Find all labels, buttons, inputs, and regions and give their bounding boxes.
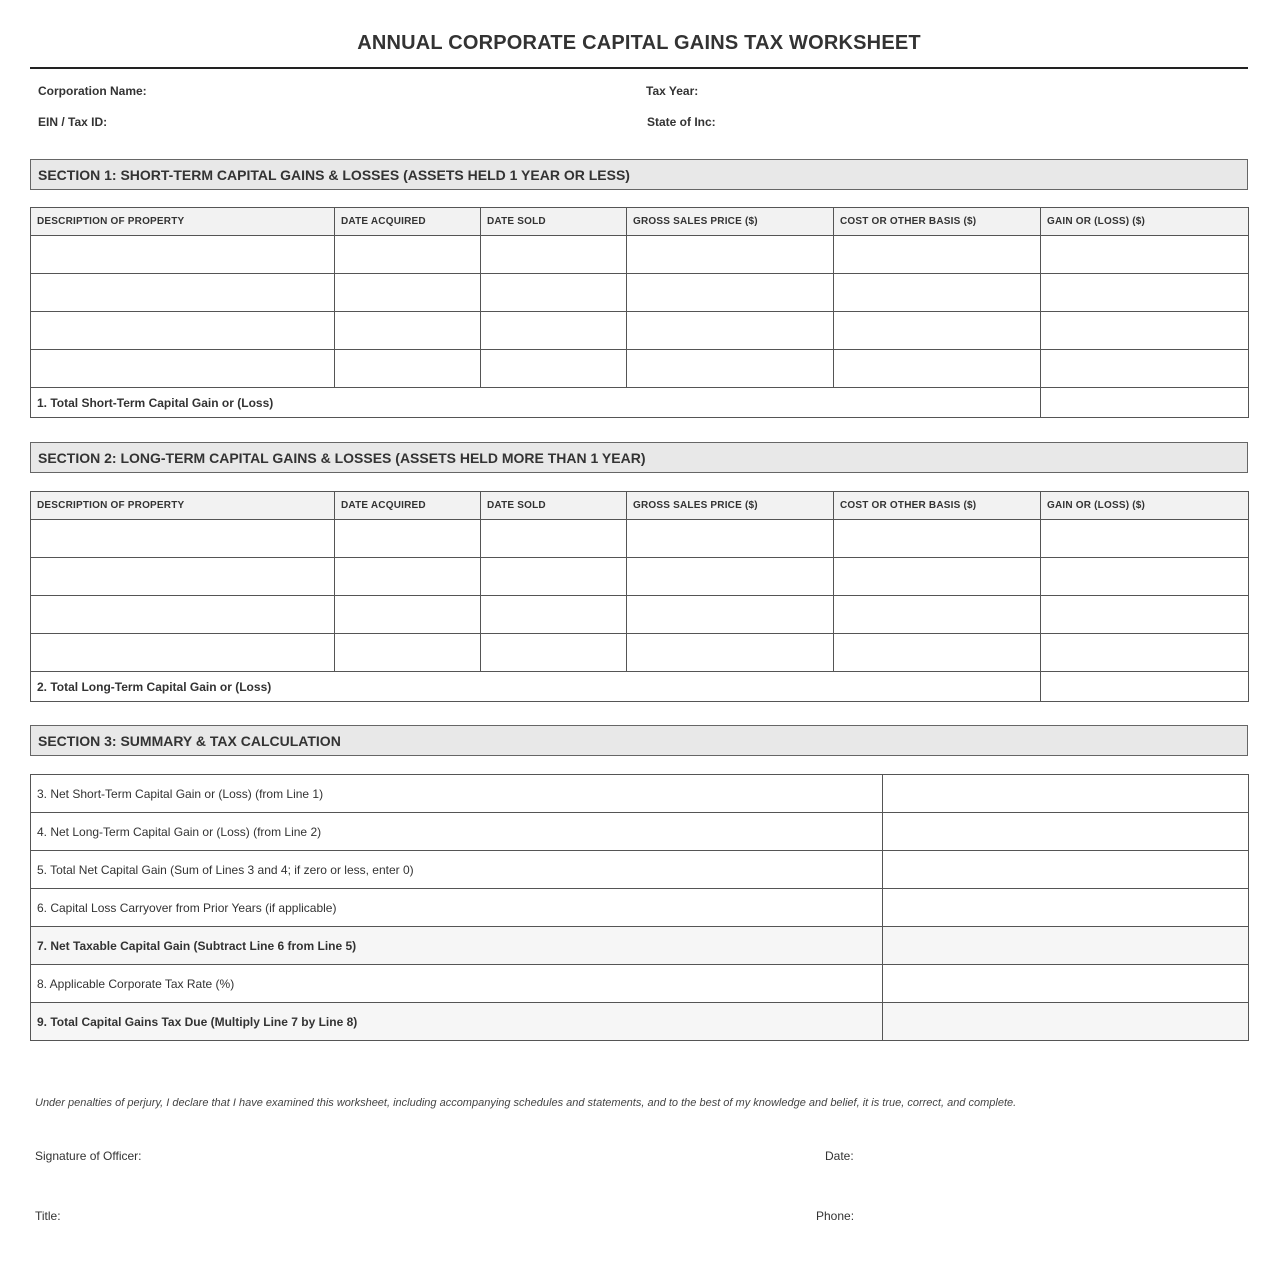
title-divider [30, 67, 1248, 69]
date-sold-cell[interactable] [481, 312, 627, 350]
table-row [31, 634, 1249, 672]
summary-line-5 [31, 851, 1249, 889]
date-sold-cell[interactable] [481, 236, 627, 274]
cost-basis-cell[interactable] [834, 350, 1041, 388]
cost-basis-cell[interactable] [834, 558, 1041, 596]
long-term-total-row [31, 672, 1249, 702]
gain-loss-cell[interactable] [1041, 236, 1249, 274]
gain-loss-cell[interactable] [1041, 312, 1249, 350]
date-acquired-cell[interactable] [335, 274, 481, 312]
summary-line-value[interactable] [883, 889, 1249, 927]
gain-loss-cell[interactable] [1041, 520, 1249, 558]
gross-sales-price-cell[interactable] [627, 274, 834, 312]
col-gross-sales-price: GROSS SALES PRICE ($) [627, 208, 834, 236]
summary-line-value[interactable] [883, 927, 1249, 965]
table-row [31, 236, 1249, 274]
description-cell[interactable] [31, 274, 335, 312]
summary-line-6 [31, 889, 1249, 927]
table-header-row [31, 492, 1249, 520]
summary-line-value[interactable] [883, 851, 1249, 889]
col-gross-sales-price: GROSS SALES PRICE ($) [627, 492, 834, 520]
date-sold-cell[interactable] [481, 596, 627, 634]
table-row [31, 558, 1249, 596]
worksheet-title: ANNUAL CORPORATE CAPITAL GAINS TAX WORKSHEET [357, 32, 921, 54]
col-description: DESCRIPTION OF PROPERTY [31, 492, 335, 520]
description-cell[interactable] [31, 558, 335, 596]
description-cell[interactable] [31, 350, 335, 388]
summary-line-value[interactable] [883, 775, 1249, 813]
cost-basis-cell[interactable] [834, 520, 1041, 558]
summary-line-8 [31, 965, 1249, 1003]
col-gain-loss: GAIN OR (LOSS) ($) [1041, 208, 1249, 236]
cost-basis-cell[interactable] [834, 634, 1041, 672]
col-description: DESCRIPTION OF PROPERTY [31, 208, 335, 236]
summary-line-label: 7. Net Taxable Capital Gain (Subtract Line 6 from Line 5) [31, 927, 883, 965]
cost-basis-cell[interactable] [834, 274, 1041, 312]
signature-of-officer-label: Signature of Officer: [35, 1149, 142, 1163]
col-gain-loss: GAIN OR (LOSS) ($) [1041, 492, 1249, 520]
description-cell[interactable] [31, 596, 335, 634]
gain-loss-cell[interactable] [1041, 634, 1249, 672]
col-date-sold: DATE SOLD [481, 492, 627, 520]
date-sold-cell[interactable] [481, 634, 627, 672]
date-label: Date: [825, 1149, 854, 1163]
long-term-total-value[interactable] [1041, 672, 1249, 702]
summary-line-3 [31, 775, 1249, 813]
description-cell[interactable] [31, 520, 335, 558]
summary-line-value[interactable] [883, 1003, 1249, 1041]
gain-loss-cell[interactable] [1041, 350, 1249, 388]
long-term-table [30, 491, 1249, 702]
perjury-declaration: Under penalties of perjury, I declare that I have examined this worksheet, including accompanying schedules and statements, and to the best of my knowledge and belief, it is true, correct, and complete. [35, 1097, 1017, 1109]
col-date-sold: DATE SOLD [481, 208, 627, 236]
description-cell[interactable] [31, 634, 335, 672]
summary-line-value[interactable] [883, 813, 1249, 851]
summary-line-label: 5. Total Net Capital Gain (Sum of Lines 3 and 4; if zero or less, enter 0) [31, 851, 883, 889]
gain-loss-cell[interactable] [1041, 274, 1249, 312]
date-acquired-cell[interactable] [335, 312, 481, 350]
cost-basis-cell[interactable] [834, 236, 1041, 274]
date-acquired-cell[interactable] [335, 520, 481, 558]
date-sold-cell[interactable] [481, 558, 627, 596]
summary-line-label: 3. Net Short-Term Capital Gain or (Loss) (from Line 1) [31, 775, 883, 813]
gross-sales-price-cell[interactable] [627, 520, 834, 558]
gross-sales-price-cell[interactable] [627, 312, 834, 350]
col-date-acquired: DATE ACQUIRED [335, 208, 481, 236]
short-term-total-label: 1. Total Short-Term Capital Gain or (Loss) [31, 388, 1041, 418]
date-acquired-cell[interactable] [335, 350, 481, 388]
date-acquired-cell[interactable] [335, 634, 481, 672]
table-row [31, 312, 1249, 350]
summary-line-label: 9. Total Capital Gains Tax Due (Multiply Line 7 by Line 8) [31, 1003, 883, 1041]
description-cell[interactable] [31, 236, 335, 274]
gross-sales-price-cell[interactable] [627, 236, 834, 274]
summary-line-label: 4. Net Long-Term Capital Gain or (Loss) (from Line 2) [31, 813, 883, 851]
summary-line-7 [31, 927, 1249, 965]
tax-year-label: Tax Year: [646, 84, 699, 98]
description-cell[interactable] [31, 312, 335, 350]
gross-sales-price-cell[interactable] [627, 350, 834, 388]
date-acquired-cell[interactable] [335, 236, 481, 274]
table-row [31, 274, 1249, 312]
gross-sales-price-cell[interactable] [627, 596, 834, 634]
state-of-inc-label: State of Inc: [647, 115, 716, 129]
col-date-acquired: DATE ACQUIRED [335, 492, 481, 520]
table-row [31, 350, 1249, 388]
cost-basis-cell[interactable] [834, 596, 1041, 634]
col-cost-basis: COST OR OTHER BASIS ($) [834, 208, 1041, 236]
section-3-heading: SECTION 3: SUMMARY & TAX CALCULATION [30, 725, 1248, 756]
summary-line-label: 8. Applicable Corporate Tax Rate (%) [31, 965, 883, 1003]
long-term-total-label: 2. Total Long-Term Capital Gain or (Loss) [31, 672, 1041, 702]
summary-table [30, 774, 1249, 1041]
date-acquired-cell[interactable] [335, 558, 481, 596]
cost-basis-cell[interactable] [834, 312, 1041, 350]
table-row [31, 596, 1249, 634]
date-acquired-cell[interactable] [335, 596, 481, 634]
date-sold-cell[interactable] [481, 274, 627, 312]
short-term-total-row [31, 388, 1249, 418]
short-term-table [30, 207, 1249, 418]
short-term-total-value[interactable] [1041, 388, 1249, 418]
col-cost-basis: COST OR OTHER BASIS ($) [834, 492, 1041, 520]
phone-label: Phone: [816, 1209, 855, 1223]
date-sold-cell[interactable] [481, 350, 627, 388]
gain-loss-cell[interactable] [1041, 596, 1249, 634]
gain-loss-cell[interactable] [1041, 558, 1249, 596]
summary-line-value[interactable] [883, 965, 1249, 1003]
section-2-heading: SECTION 2: LONG-TERM CAPITAL GAINS & LOSSES (ASSETS HELD MORE THAN 1 YEAR) [30, 442, 1248, 473]
section-1-heading: SECTION 1: SHORT-TERM CAPITAL GAINS & LOSSES (ASSETS HELD 1 YEAR OR LESS) [30, 159, 1248, 190]
gross-sales-price-cell[interactable] [627, 558, 834, 596]
date-sold-cell[interactable] [481, 520, 627, 558]
ein-label: EIN / Tax ID: [38, 115, 108, 129]
summary-line-9 [31, 1003, 1249, 1041]
summary-line-label: 6. Capital Loss Carryover from Prior Years (if applicable) [31, 889, 883, 927]
officer-title-label: Title: [35, 1209, 61, 1223]
corporation-name-label: Corporation Name: [38, 84, 147, 98]
table-row [31, 520, 1249, 558]
summary-line-4 [31, 813, 1249, 851]
gross-sales-price-cell[interactable] [627, 634, 834, 672]
table-header-row [31, 208, 1249, 236]
